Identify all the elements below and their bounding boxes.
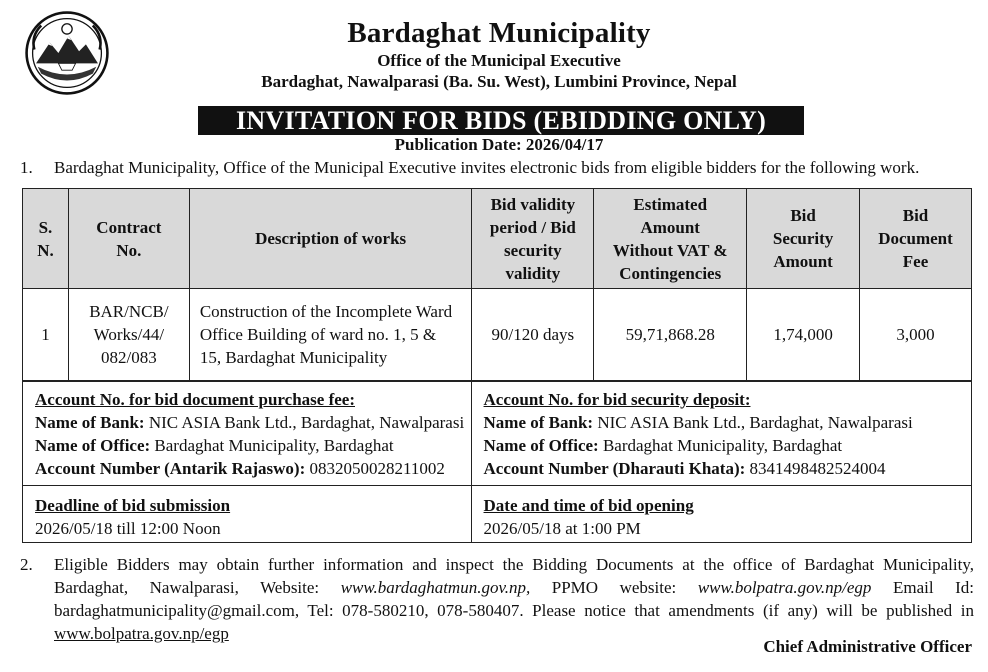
purchase-account-number: 0832050028211002 [309, 459, 445, 478]
submission-deadline-heading: Deadline of bid submission [35, 496, 231, 515]
ppmo-website-link[interactable]: www.bolpatra.gov.np/egp [697, 578, 872, 597]
deposit-account-heading: Account No. for bid security deposit: [483, 390, 751, 409]
bid-opening [471, 486, 971, 543]
cell-bid-validity: 90/120 days [472, 289, 594, 381]
bid-table [22, 188, 972, 381]
header-bid-document-fee: Bid Document Fee [860, 189, 972, 289]
document-header [0, 16, 988, 93]
header-bid-security: Bid Security Amount [747, 189, 860, 289]
purchase-account-heading: Account No. for bid document purchase fee: [35, 390, 355, 409]
security-deposit-account: Account No. for bid security deposit: Name of Bank: NIC ASIA Bank Ltd., Bardaghat, Nawalparasi Name of Office: Bardaghat Municipality, Bardaghat Account Number (Dharauti Khata): 8341498482524004 [471, 382, 971, 486]
deposit-bank-name: NIC ASIA Bank Ltd., Bardaghat, Nawalparasi [597, 413, 913, 432]
bid-opening-heading: Date and time of bid opening [483, 496, 694, 515]
deposit-office-name: Bardaghat Municipality, Bardaghat [602, 436, 843, 455]
purchase-bank-name: NIC ASIA Bank Ltd., Bardaghat, Nawalparasi [148, 413, 465, 432]
cell-description: Construction of the Incomplete Ward Office Building of ward no. 1, 5 & 15, Bardaghat Municipality [189, 289, 472, 381]
paragraph-1 [20, 157, 980, 179]
municipality-title: Bardaghat Municipality [347, 17, 651, 49]
cell-contract-no: BAR/NCB/ Works/44/ 082/083 [68, 289, 189, 381]
header-description: Description of works [189, 189, 472, 289]
bid-opening-value: 2026/05/18 at 1:00 PM [483, 519, 641, 538]
submission-deadline-value: 2026/05/18 till 12:00 Noon [35, 519, 221, 538]
header-estimated-amount: Estimated Amount Without VAT & Contingencies [594, 189, 747, 289]
website-link[interactable]: www.bardaghatmun.gov.np, [340, 578, 531, 597]
paragraph-number: 2. [20, 555, 33, 574]
cell-sn: 1 [23, 289, 69, 381]
paragraph-text: Eligible Bidders may obtain further information and inspect the Bidding Documents at the office of Bardaghat Municipality, Bardaghat, Nawalparasi, Website: www.bardaghatmun.gov.np, PPMO website: www.bolpatra.gov.np/egp Email Id: bardaghatmunicipality@gmail.com, Tel: 078-580210, 078-580407. Please notice that amendments (if any) will be published in www.bolpatra.gov.np/egp [54, 555, 974, 643]
table-row [23, 289, 972, 381]
cell-estimated-amount: 59,71,868.28 [594, 289, 747, 381]
signoff: Chief Administrative Officer [763, 637, 972, 656]
header-contract-no: Contract No. [68, 189, 189, 289]
purchase-fee-account: Account No. for bid document purchase fee: Name of Bank: NIC ASIA Bank Ltd., Bardaghat, Nawalparasi Name of Office: Bardaghat Municipality, Bardaghat Account Number (Antarik Rajaswo): 0832050028211002 [23, 382, 472, 486]
paragraph-2 [20, 553, 974, 645]
table-header-row [23, 189, 972, 289]
purchase-office-name: Bardaghat Municipality, Bardaghat [154, 436, 394, 455]
header-sn: S. N. [23, 189, 69, 289]
header-bid-validity: Bid validity period / Bid security validity [472, 189, 594, 289]
paragraph-text: Bardaghat Municipality, Office of the Municipal Executive invites electronic bids from eligible bidders for the following work. [54, 158, 920, 177]
egp-link[interactable]: www.bolpatra.gov.np/egp [54, 624, 229, 643]
office-subtitle: Office of the Municipal Executive [377, 51, 621, 70]
cell-bid-security: 1,74,000 [747, 289, 860, 381]
invitation-banner: INVITATION FOR BIDS (EBIDDING ONLY) [198, 106, 804, 135]
publication-date: Publication Date: 2026/04/17 [394, 135, 604, 154]
cell-bid-document-fee: 3,000 [860, 289, 972, 381]
office-address: Bardaghat, Nawalparasi (Ba. Su. West), Lumbini Province, Nepal [261, 72, 737, 91]
submission-deadline [23, 486, 472, 543]
deposit-account-number: 8341498482524004 [749, 459, 886, 478]
paragraph-number: 1. [20, 158, 33, 177]
account-info-table [22, 381, 972, 543]
